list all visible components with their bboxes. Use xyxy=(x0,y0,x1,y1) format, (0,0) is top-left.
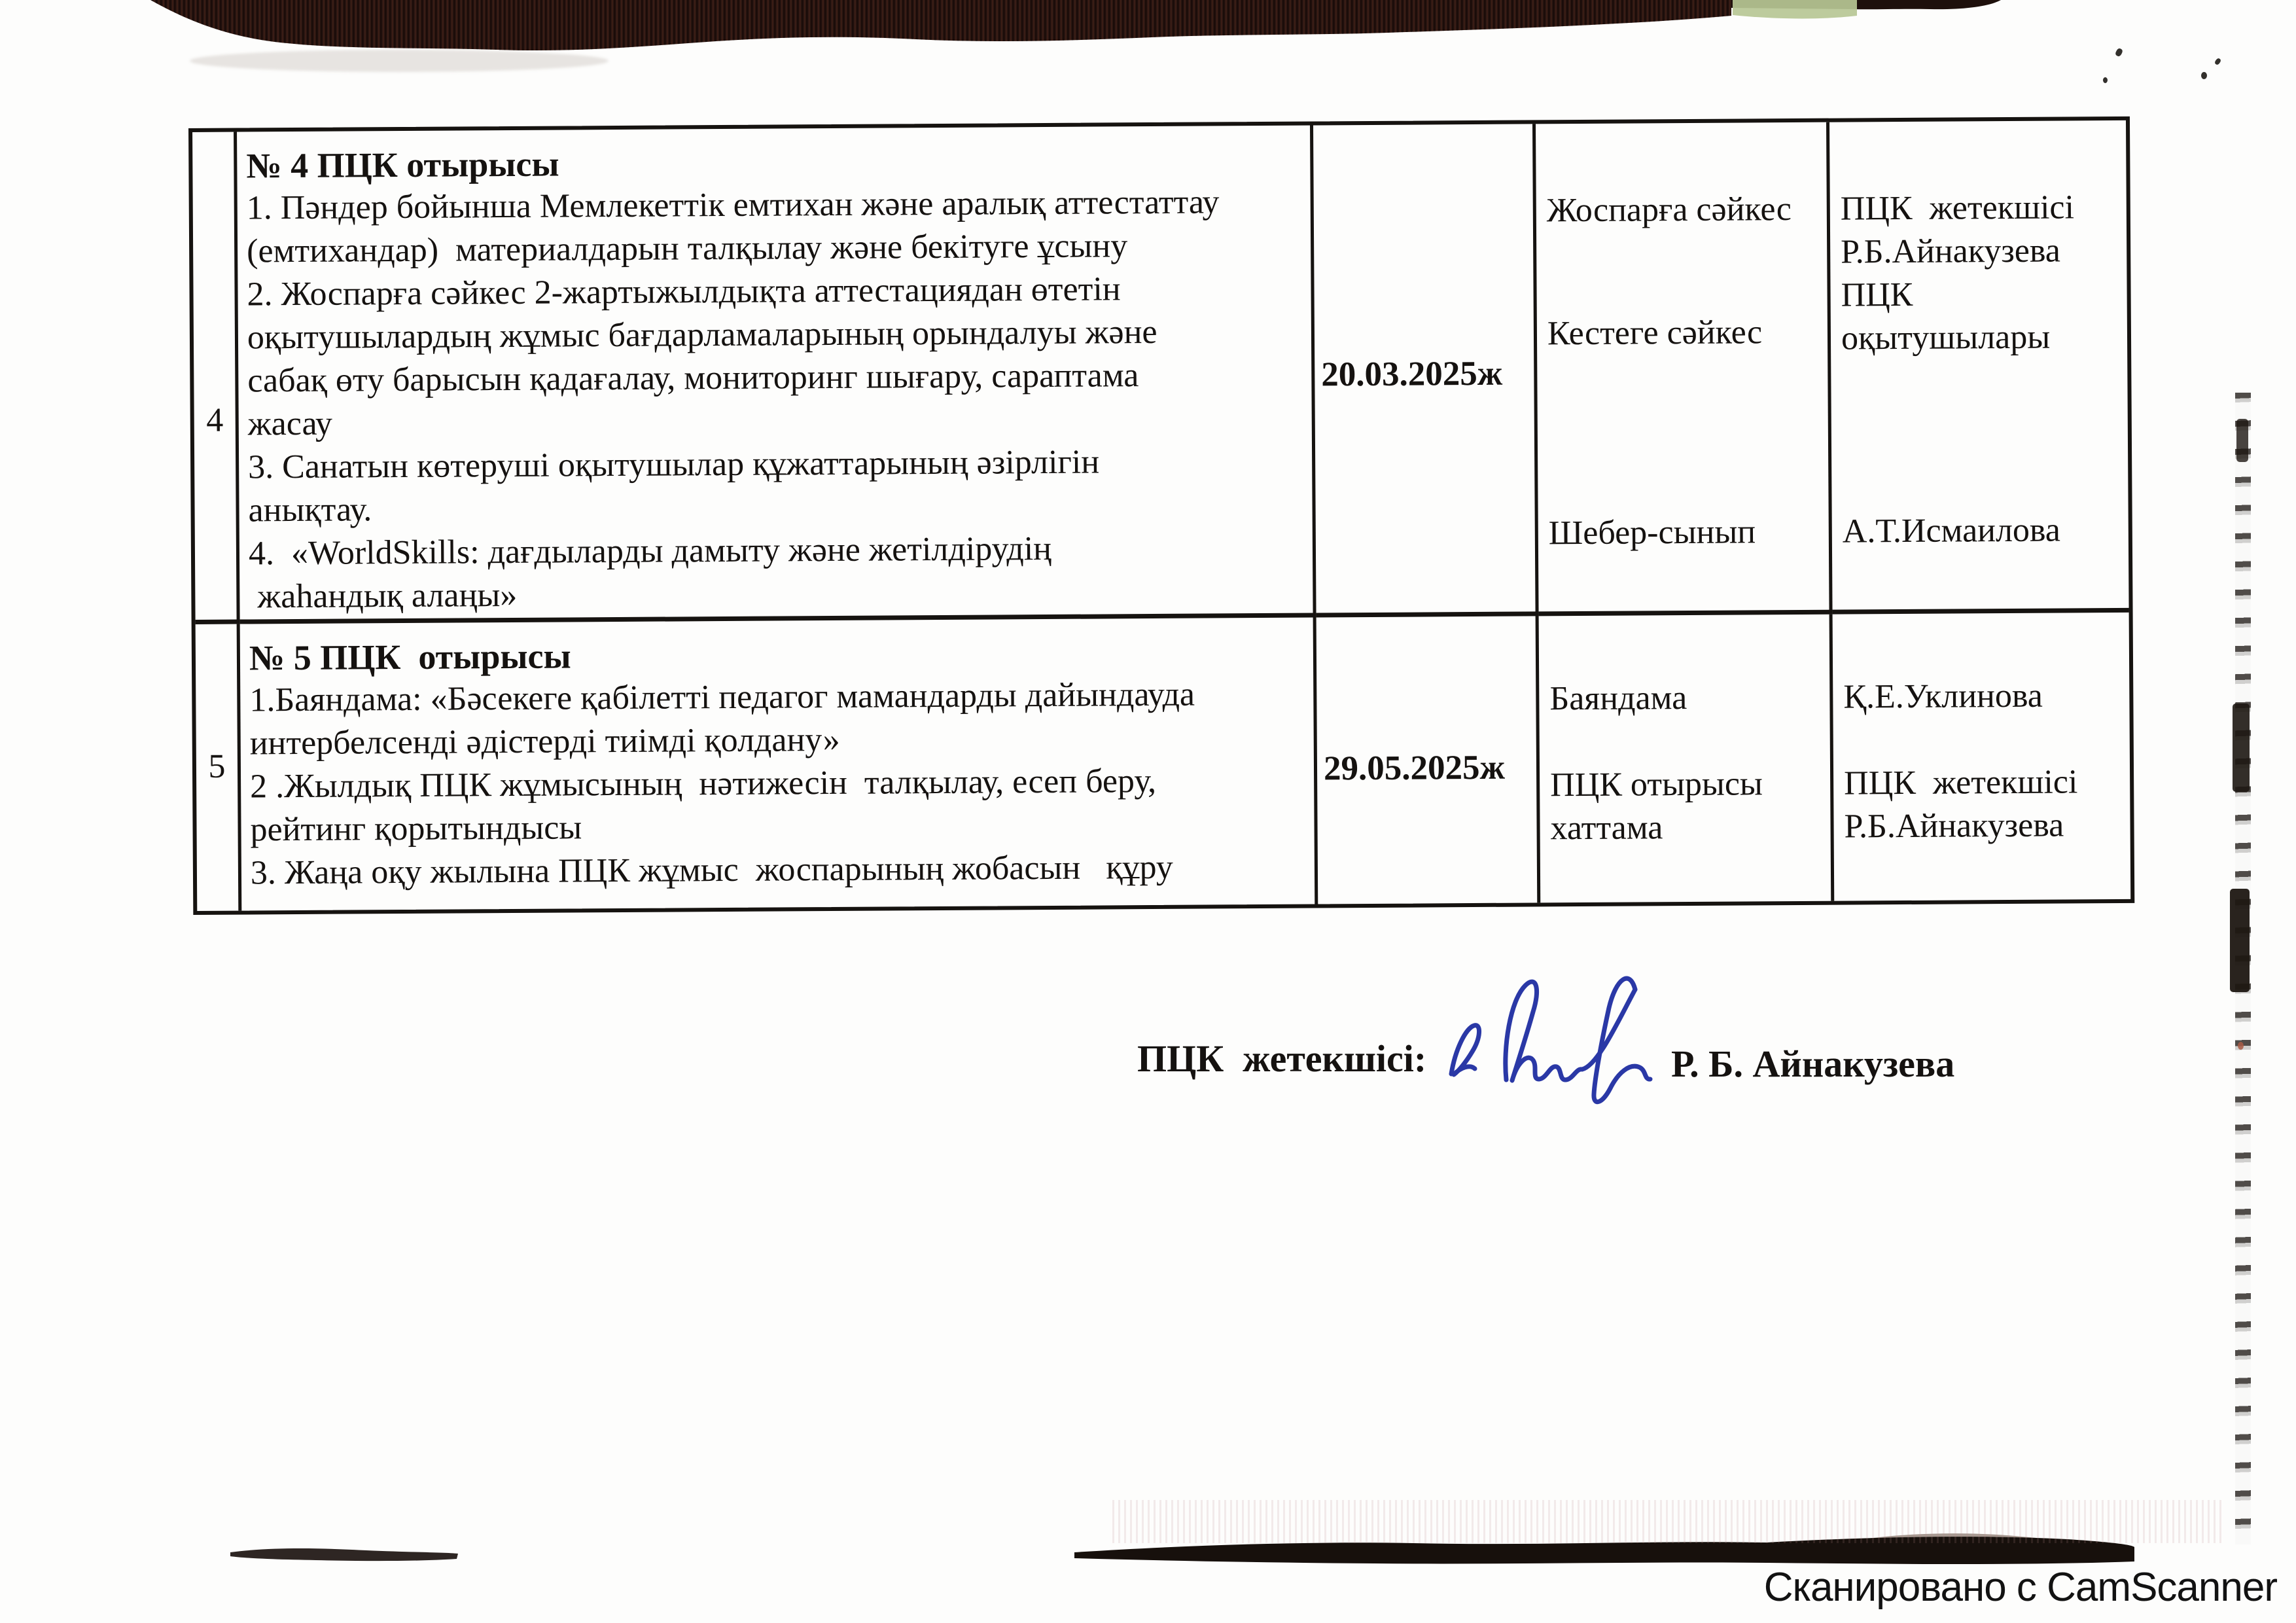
scan-edge-top-tail xyxy=(1731,0,2001,9)
row5-format-report: Баяндама xyxy=(1549,679,1687,718)
table-cell-row4-date xyxy=(1313,124,1539,617)
scan-speck xyxy=(2115,48,2124,58)
row5-date: 29.05.2025ж xyxy=(1323,748,1506,788)
table-cell-row5-date xyxy=(1316,616,1541,904)
table-cell-row4-responsible xyxy=(1829,120,2129,615)
row4-format-plan: Жоспарға сәйкес xyxy=(1546,190,1792,230)
scan-speck xyxy=(2201,72,2207,79)
scan-artifact-green-patch xyxy=(1733,0,1857,18)
table-cell-row4-format xyxy=(1536,122,1833,616)
row5-responsible-report: Қ.Е.Уклинова xyxy=(1843,677,2043,716)
scan-noise-topleft xyxy=(190,50,609,72)
row4-number: 4 xyxy=(206,401,224,439)
row4-agenda-items: 1. Пәндер бойынша Мемлекеттік емтихан және аралық аттестаттау (емтихандар) материалдарын талқылау және бекітуге ұсыну 2. Жоспарға сәйкес 2-жартыжылдықта аттестациядан өтетін оқытушылардың жұмыс бағдарламаларының орындалуы және сабақ өту барысын қадағалау, мониторинг шығару, сараптама жасау 3. Санатын көтеруші оқытушылар құжаттарының әзірлігін анықтау. 4. «WorldSkills: дағдыларды дамыту және жетілдірудің жаһандық алаңы» xyxy=(246,183,1220,616)
scan-speck xyxy=(2214,58,2221,65)
scan-noise-bottom xyxy=(1112,1500,2225,1543)
scan-edge-top-band xyxy=(150,0,2001,50)
row4-responsible-masterclass: А.Т.Исмаилова xyxy=(1842,511,2061,550)
row5-format-protocol: ПЦК отырысы хаттама xyxy=(1549,765,1763,847)
table-cell-row4-agenda xyxy=(237,125,1316,624)
scan-edge-right-blob xyxy=(2230,889,2250,992)
row5-number: 5 xyxy=(208,747,226,785)
meeting-plan-table xyxy=(188,116,2134,915)
table-cell-row5-number xyxy=(196,624,242,911)
scan-speck xyxy=(2103,77,2108,83)
signature-name: Р. Б. Айнакузева xyxy=(1671,1043,1955,1085)
table-cell-row5-format xyxy=(1539,615,1835,903)
scan-edge-red-speck xyxy=(2238,1042,2244,1050)
row4-meeting-title: № 4 ПЦК отырысы xyxy=(246,144,559,186)
signature-ink xyxy=(1451,978,1650,1102)
scan-edge-right-blob xyxy=(2233,704,2250,792)
table-cell-row5-agenda xyxy=(240,617,1318,910)
row4-format-schedule: Кестеге сәйкес xyxy=(1547,313,1763,353)
table-cell-row5-responsible xyxy=(1833,613,2131,901)
row5-meeting-title: № 5 ПЦК отырысы xyxy=(249,636,571,678)
row4-responsible-main: ПЦК жетекшісі Р.Б.Айнакузева ПЦК оқытушылары xyxy=(1840,188,2075,357)
row5-responsible-leader: ПЦК жетекшісі Р.Б.Айнакузева xyxy=(1843,763,2078,846)
camscanner-watermark: Сканировано с CamScanner xyxy=(1763,1565,2277,1610)
table-cell-row4-number xyxy=(192,132,240,624)
row4-format-masterclass: Шебер-сынып xyxy=(1548,513,1756,552)
row4-date: 20.03.2025ж xyxy=(1321,354,1503,394)
row5-agenda-items: 1.Баяндама: «Бәсекеге қабілетті педагог мамандарды дайындауда интербелсенді әдістерді тиімді қолдану» 2 .Жылдық ПЦК жұмысының нәтижесін талқылау, есеп беру, рейтинг қорытындысы 3. Жаңа оқу жылына ПЦК жұмыс жоспарының жобасын құру xyxy=(249,675,1195,892)
signature-label: ПЦК жетекшісі: xyxy=(1137,1037,1427,1080)
scan-edge-right-blob xyxy=(2236,419,2248,462)
